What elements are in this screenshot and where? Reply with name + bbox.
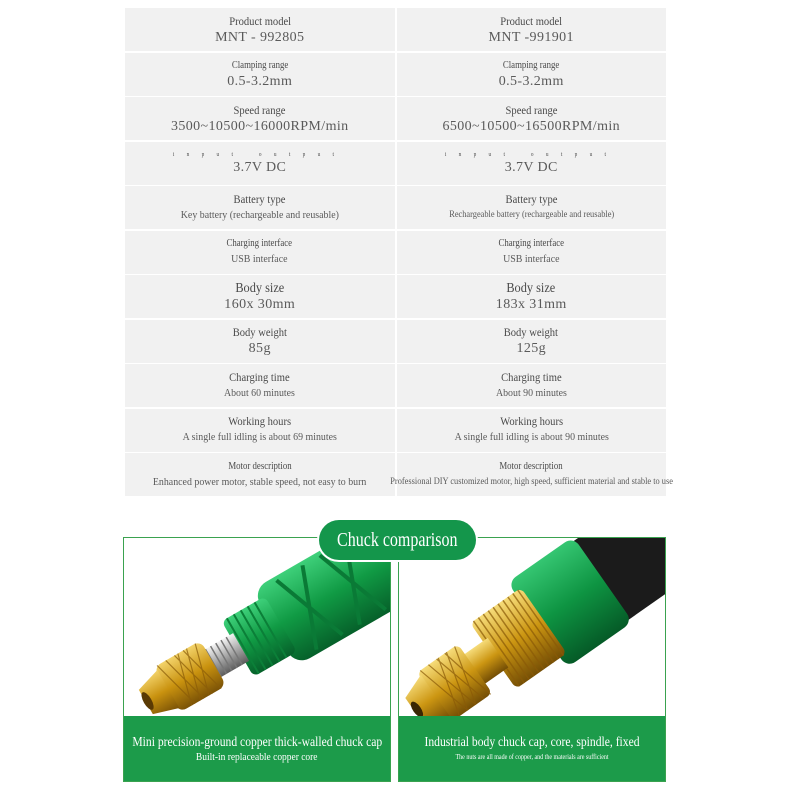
spec-label: Motor description: [499, 460, 563, 472]
spec-label: Charging time: [229, 369, 291, 384]
spec-value: MNT - 992805: [215, 29, 305, 45]
spec-cell-left: [125, 409, 395, 452]
spec-label: Charging interface: [226, 238, 293, 249]
spec-row-battery: [125, 186, 666, 229]
spec-row-speed: [125, 97, 666, 140]
spec-cell-left: [125, 231, 395, 274]
spec-row-charging-interface: [125, 231, 666, 274]
spec-cell-right: [397, 97, 667, 140]
spec-row-voltage: [125, 142, 666, 185]
spec-cell-right: [397, 364, 667, 407]
spec-label: Product model: [500, 13, 563, 28]
spec-row-working-hours: [125, 409, 666, 452]
spec-cell-left: [125, 53, 395, 96]
spec-row-charging-time: [125, 364, 666, 407]
spec-value: 3.7V DC: [233, 159, 287, 175]
right-subcaption: The nuts are all made of copper, and the materials are sufficient: [455, 753, 609, 761]
mini-chuck-image: [124, 538, 390, 716]
spec-label: Battery type: [233, 191, 286, 206]
right-chuck-panel: [398, 537, 666, 782]
spec-value: 85g: [248, 341, 271, 356]
spec-cell-right: [397, 409, 667, 452]
spec-value: MNT -991901: [488, 29, 574, 45]
spec-label: Charging time: [500, 369, 562, 384]
spec-value: A single full idling is about 90 minutes: [454, 431, 609, 443]
spec-table: [125, 8, 673, 498]
spec-cell-left: [125, 8, 395, 51]
spec-cell-right: [397, 275, 667, 318]
spec-cell-right: [397, 8, 667, 51]
spec-value: 0.5-3.2mm: [227, 74, 293, 89]
spec-value: USB interface: [503, 253, 560, 265]
spec-value: 0.5-3.2mm: [498, 74, 564, 89]
spec-label: input output: [172, 151, 347, 158]
spec-cell-right: [397, 53, 667, 96]
spec-value: 3500~10500~16000RPM/min: [170, 118, 349, 134]
left-caption: Mini precision-ground copper thick-walled chuck cap: [132, 734, 382, 749]
spec-cell-right: [397, 142, 667, 185]
badge-label: Chuck comparison: [337, 528, 458, 551]
spec-label: Speed range: [505, 102, 558, 117]
left-chuck-panel: [123, 537, 391, 782]
left-caption-bar: [124, 716, 390, 781]
spec-label: Charging interface: [498, 238, 565, 249]
spec-value: Rechargeable battery (rechargeable and reusable): [448, 209, 614, 220]
spec-label: Clamping range: [503, 60, 560, 71]
spec-label: input output: [444, 151, 618, 158]
spec-cell-left: [125, 364, 395, 407]
spec-label: Body weight: [504, 325, 559, 339]
spec-value: About 60 minutes: [224, 386, 296, 399]
spec-cell-left: [125, 320, 395, 363]
spec-row-clamping: [125, 53, 666, 96]
spec-cell-right: [397, 231, 667, 274]
spec-label: Working hours: [499, 414, 563, 428]
spec-cell-right: [389, 453, 673, 496]
spec-value: USB interface: [231, 253, 288, 265]
spec-label: Product model: [228, 13, 291, 28]
spec-cell-left: [125, 275, 395, 318]
spec-value: Key battery (rechargeable and reusable): [180, 208, 339, 221]
spec-label: Clamping range: [231, 60, 288, 71]
spec-value: About 90 minutes: [495, 386, 567, 399]
spec-value: Professional DIY customized motor, high speed, sufficient material and stable to use: [389, 476, 673, 487]
spec-cell-left: [125, 142, 395, 185]
left-subcaption: Built-in replaceable copper core: [196, 751, 318, 763]
right-caption-bar: [399, 716, 665, 781]
spec-value: Enhanced power motor, stable speed, not easy to burn: [153, 475, 367, 488]
spec-row-motor: [125, 453, 673, 496]
spec-cell-left: [125, 186, 395, 229]
spec-label: Motor description: [228, 460, 292, 472]
spec-value: 125g: [516, 341, 547, 356]
spec-label: Body weight: [232, 325, 287, 339]
spec-value: 183x 31mm: [495, 296, 567, 312]
spec-cell-right: [397, 320, 667, 363]
spec-cell-left: [125, 453, 395, 496]
spec-value: 3.7V DC: [504, 159, 558, 175]
spec-cell-left: [125, 97, 395, 140]
spec-row-model: [125, 8, 666, 51]
spec-row-body-weight: [125, 320, 666, 363]
spec-label: Battery type: [505, 191, 558, 206]
spec-label: Body size: [506, 280, 556, 296]
spec-value: 6500~10500~16500RPM/min: [442, 118, 621, 134]
right-caption: Industrial body chuck cap, core, spindle, fixed: [424, 734, 640, 749]
chuck-comparison-section: [0, 520, 790, 790]
chuck-comparison-badge: [319, 520, 476, 560]
spec-value: A single full idling is about 69 minutes: [182, 431, 337, 443]
spec-label: Working hours: [228, 414, 292, 428]
spec-label: Body size: [235, 280, 285, 296]
industrial-chuck-image: [399, 538, 665, 716]
spec-cell-right: [397, 186, 667, 229]
spec-label: Speed range: [233, 102, 286, 117]
spec-value: 160x 30mm: [224, 296, 296, 312]
spec-row-body-size: [125, 275, 666, 318]
